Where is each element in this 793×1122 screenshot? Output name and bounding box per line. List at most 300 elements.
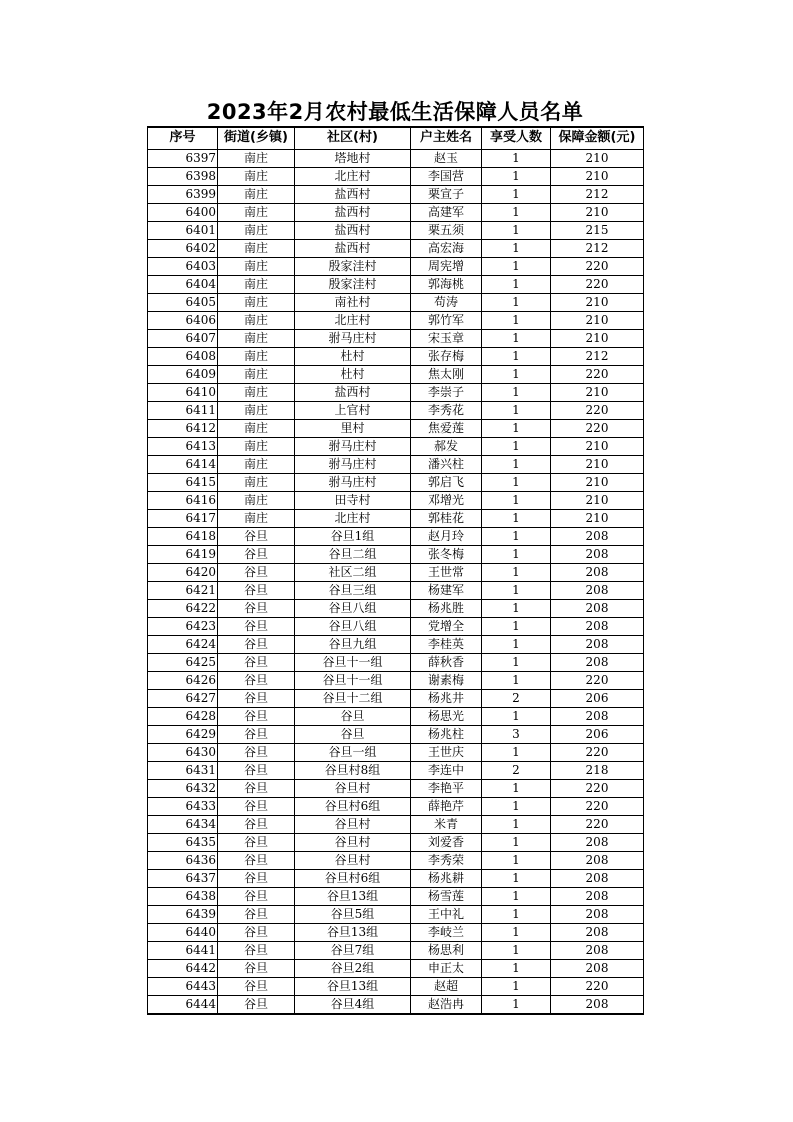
beneficiary-count-cell: 1 <box>482 581 551 599</box>
street-cell: 谷旦 <box>218 545 295 563</box>
street-cell: 南庄 <box>218 329 295 347</box>
community-cell: 田寺村 <box>295 491 411 509</box>
seq-cell: 6420 <box>148 563 218 581</box>
beneficiary-count-cell: 1 <box>482 491 551 509</box>
household-head-cell: 杨思光 <box>411 707 482 725</box>
seq-cell: 6407 <box>148 329 218 347</box>
beneficiary-count-cell: 1 <box>482 149 551 167</box>
beneficiary-count-cell: 1 <box>482 419 551 437</box>
table-row <box>148 221 644 239</box>
beneficiary-count-cell: 1 <box>482 401 551 419</box>
amount-cell: 212 <box>551 239 644 257</box>
table-row <box>148 653 644 671</box>
amount-cell: 210 <box>551 383 644 401</box>
amount-cell: 220 <box>551 743 644 761</box>
seq-cell: 6438 <box>148 887 218 905</box>
community-cell: 驸马庄村 <box>295 437 411 455</box>
beneficiary-count-cell: 1 <box>482 653 551 671</box>
beneficiary-table <box>147 126 644 1015</box>
street-cell: 谷旦 <box>218 599 295 617</box>
table-row <box>148 347 644 365</box>
seq-cell: 6415 <box>148 473 218 491</box>
seq-cell: 6437 <box>148 869 218 887</box>
amount-cell: 215 <box>551 221 644 239</box>
street-cell: 谷旦 <box>218 761 295 779</box>
table-row <box>148 149 644 167</box>
table-row <box>148 941 644 959</box>
beneficiary-count-cell: 1 <box>482 743 551 761</box>
table-row <box>148 869 644 887</box>
community-cell: 盐西村 <box>295 203 411 221</box>
household-head-cell: 赵月玲 <box>411 527 482 545</box>
community-cell: 里村 <box>295 419 411 437</box>
street-cell: 谷旦 <box>218 653 295 671</box>
community-cell: 谷旦二组 <box>295 545 411 563</box>
table-row <box>148 185 644 203</box>
table-row <box>148 923 644 941</box>
table-row <box>148 383 644 401</box>
table-row <box>148 527 644 545</box>
amount-cell: 212 <box>551 185 644 203</box>
amount-cell: 210 <box>551 437 644 455</box>
amount-cell: 210 <box>551 167 644 185</box>
household-head-cell: 栗五须 <box>411 221 482 239</box>
amount-cell: 208 <box>551 707 644 725</box>
household-head-cell: 杨雪莲 <box>411 887 482 905</box>
column-header-amount: 保障金额(元) <box>551 127 644 149</box>
amount-cell: 208 <box>551 545 644 563</box>
street-cell: 南庄 <box>218 401 295 419</box>
street-cell: 南庄 <box>218 419 295 437</box>
column-header-seq: 序号 <box>148 127 218 149</box>
table-row <box>148 491 644 509</box>
amount-cell: 220 <box>551 815 644 833</box>
community-cell: 上官村 <box>295 401 411 419</box>
seq-cell: 6422 <box>148 599 218 617</box>
beneficiary-count-cell: 1 <box>482 383 551 401</box>
community-cell: 谷旦村 <box>295 815 411 833</box>
amount-cell: 208 <box>551 563 644 581</box>
amount-cell: 220 <box>551 419 644 437</box>
table-row <box>148 239 644 257</box>
seq-cell: 6435 <box>148 833 218 851</box>
amount-cell: 218 <box>551 761 644 779</box>
seq-cell: 6413 <box>148 437 218 455</box>
street-cell: 谷旦 <box>218 689 295 707</box>
seq-cell: 6421 <box>148 581 218 599</box>
street-cell: 谷旦 <box>218 959 295 977</box>
household-head-cell: 薛艳芹 <box>411 797 482 815</box>
street-cell: 谷旦 <box>218 833 295 851</box>
street-cell: 谷旦 <box>218 995 295 1014</box>
table-row <box>148 563 644 581</box>
amount-cell: 208 <box>551 905 644 923</box>
beneficiary-count-cell: 1 <box>482 185 551 203</box>
street-cell: 南庄 <box>218 365 295 383</box>
beneficiary-count-cell: 1 <box>482 293 551 311</box>
table-row <box>148 815 644 833</box>
beneficiary-count-cell: 1 <box>482 977 551 995</box>
community-cell: 谷旦村 <box>295 851 411 869</box>
beneficiary-count-cell: 1 <box>482 905 551 923</box>
community-cell: 谷旦三组 <box>295 581 411 599</box>
beneficiary-count-cell: 1 <box>482 671 551 689</box>
seq-cell: 6419 <box>148 545 218 563</box>
household-head-cell: 申正太 <box>411 959 482 977</box>
seq-cell: 6429 <box>148 725 218 743</box>
street-cell: 南庄 <box>218 239 295 257</box>
beneficiary-count-cell: 1 <box>482 959 551 977</box>
table-row <box>148 707 644 725</box>
household-head-cell: 焦爱莲 <box>411 419 482 437</box>
seq-cell: 6440 <box>148 923 218 941</box>
seq-cell: 6427 <box>148 689 218 707</box>
amount-cell: 220 <box>551 275 644 293</box>
table-row <box>148 455 644 473</box>
street-cell: 南庄 <box>218 185 295 203</box>
amount-cell: 210 <box>551 293 644 311</box>
street-cell: 谷旦 <box>218 725 295 743</box>
table-row <box>148 401 644 419</box>
community-cell: 谷旦13组 <box>295 887 411 905</box>
beneficiary-count-cell: 1 <box>482 455 551 473</box>
table-header-row <box>148 127 644 149</box>
street-cell: 谷旦 <box>218 707 295 725</box>
beneficiary-count-cell: 1 <box>482 779 551 797</box>
community-cell: 谷旦13组 <box>295 977 411 995</box>
street-cell: 南庄 <box>218 491 295 509</box>
street-cell: 南庄 <box>218 311 295 329</box>
seq-cell: 6424 <box>148 635 218 653</box>
table-row <box>148 473 644 491</box>
seq-cell: 6433 <box>148 797 218 815</box>
household-head-cell: 杨兆柱 <box>411 725 482 743</box>
household-head-cell: 刘爱香 <box>411 833 482 851</box>
seq-cell: 6418 <box>148 527 218 545</box>
seq-cell: 6443 <box>148 977 218 995</box>
beneficiary-count-cell: 3 <box>482 725 551 743</box>
amount-cell: 208 <box>551 941 644 959</box>
seq-cell: 6414 <box>148 455 218 473</box>
community-cell: 北庄村 <box>295 311 411 329</box>
beneficiary-count-cell: 1 <box>482 347 551 365</box>
seq-cell: 6399 <box>148 185 218 203</box>
household-head-cell: 邓增光 <box>411 491 482 509</box>
table-row <box>148 977 644 995</box>
street-cell: 谷旦 <box>218 851 295 869</box>
amount-cell: 220 <box>551 401 644 419</box>
seq-cell: 6417 <box>148 509 218 527</box>
seq-cell: 6397 <box>148 149 218 167</box>
community-cell: 北庄村 <box>295 167 411 185</box>
amount-cell: 220 <box>551 779 644 797</box>
household-head-cell: 杨兆井 <box>411 689 482 707</box>
column-header-household-head: 户主姓名 <box>411 127 482 149</box>
table-row <box>148 959 644 977</box>
community-cell: 盐西村 <box>295 383 411 401</box>
table-row <box>148 275 644 293</box>
amount-cell: 208 <box>551 923 644 941</box>
community-cell: 驸马庄村 <box>295 473 411 491</box>
amount-cell: 208 <box>551 527 644 545</box>
beneficiary-count-cell: 1 <box>482 221 551 239</box>
community-cell: 塔地村 <box>295 149 411 167</box>
household-head-cell: 薛秋香 <box>411 653 482 671</box>
amount-cell: 208 <box>551 581 644 599</box>
beneficiary-count-cell: 1 <box>482 599 551 617</box>
table-row <box>148 203 644 221</box>
street-cell: 南庄 <box>218 203 295 221</box>
table-row <box>148 761 644 779</box>
seq-cell: 6434 <box>148 815 218 833</box>
seq-cell: 6401 <box>148 221 218 239</box>
table-row <box>148 725 644 743</box>
household-head-cell: 王世庆 <box>411 743 482 761</box>
table-row <box>148 581 644 599</box>
household-head-cell: 杨建军 <box>411 581 482 599</box>
community-cell: 殷家洼村 <box>295 257 411 275</box>
street-cell: 南庄 <box>218 293 295 311</box>
street-cell: 南庄 <box>218 275 295 293</box>
street-cell: 谷旦 <box>218 743 295 761</box>
street-cell: 谷旦 <box>218 617 295 635</box>
beneficiary-count-cell: 1 <box>482 707 551 725</box>
community-cell: 盐西村 <box>295 185 411 203</box>
street-cell: 南庄 <box>218 437 295 455</box>
beneficiary-count-cell: 1 <box>482 275 551 293</box>
household-head-cell: 李崇子 <box>411 383 482 401</box>
street-cell: 南庄 <box>218 455 295 473</box>
amount-cell: 208 <box>551 959 644 977</box>
amount-cell: 210 <box>551 491 644 509</box>
household-head-cell: 李岐兰 <box>411 923 482 941</box>
amount-cell: 208 <box>551 887 644 905</box>
beneficiary-count-cell: 1 <box>482 545 551 563</box>
amount-cell: 208 <box>551 653 644 671</box>
amount-cell: 208 <box>551 833 644 851</box>
amount-cell: 206 <box>551 689 644 707</box>
amount-cell: 208 <box>551 851 644 869</box>
street-cell: 谷旦 <box>218 671 295 689</box>
table-body <box>148 149 644 1014</box>
beneficiary-count-cell: 1 <box>482 617 551 635</box>
beneficiary-count-cell: 1 <box>482 437 551 455</box>
table-row <box>148 779 644 797</box>
seq-cell: 6409 <box>148 365 218 383</box>
street-cell: 谷旦 <box>218 815 295 833</box>
amount-cell: 210 <box>551 329 644 347</box>
household-head-cell: 杨思利 <box>411 941 482 959</box>
seq-cell: 6416 <box>148 491 218 509</box>
community-cell: 谷旦村 <box>295 833 411 851</box>
seq-cell: 6398 <box>148 167 218 185</box>
table-row <box>148 851 644 869</box>
beneficiary-count-cell: 1 <box>482 365 551 383</box>
street-cell: 谷旦 <box>218 977 295 995</box>
seq-cell: 6444 <box>148 995 218 1014</box>
beneficiary-count-cell: 1 <box>482 923 551 941</box>
amount-cell: 220 <box>551 671 644 689</box>
table-row <box>148 293 644 311</box>
amount-cell: 208 <box>551 869 644 887</box>
community-cell: 谷旦八组 <box>295 617 411 635</box>
street-cell: 谷旦 <box>218 527 295 545</box>
amount-cell: 208 <box>551 635 644 653</box>
community-cell: 北庄村 <box>295 509 411 527</box>
household-head-cell: 李国营 <box>411 167 482 185</box>
table-row <box>148 689 644 707</box>
household-head-cell: 郭桂花 <box>411 509 482 527</box>
seq-cell: 6402 <box>148 239 218 257</box>
community-cell: 谷旦村6组 <box>295 797 411 815</box>
seq-cell: 6412 <box>148 419 218 437</box>
street-cell: 谷旦 <box>218 923 295 941</box>
street-cell: 谷旦 <box>218 869 295 887</box>
amount-cell: 210 <box>551 509 644 527</box>
household-head-cell: 赵超 <box>411 977 482 995</box>
beneficiary-count-cell: 1 <box>482 851 551 869</box>
household-head-cell: 高建军 <box>411 203 482 221</box>
column-header-beneficiary-count: 享受人数 <box>482 127 551 149</box>
seq-cell: 6408 <box>148 347 218 365</box>
street-cell: 谷旦 <box>218 581 295 599</box>
seq-cell: 6442 <box>148 959 218 977</box>
household-head-cell: 王中礼 <box>411 905 482 923</box>
household-head-cell: 杨兆耕 <box>411 869 482 887</box>
beneficiary-count-cell: 1 <box>482 509 551 527</box>
community-cell: 谷旦村6组 <box>295 869 411 887</box>
household-head-cell: 赵浩冉 <box>411 995 482 1014</box>
beneficiary-count-cell: 1 <box>482 167 551 185</box>
street-cell: 谷旦 <box>218 905 295 923</box>
beneficiary-count-cell: 1 <box>482 473 551 491</box>
seq-cell: 6423 <box>148 617 218 635</box>
amount-cell: 220 <box>551 977 644 995</box>
street-cell: 南庄 <box>218 473 295 491</box>
beneficiary-count-cell: 1 <box>482 527 551 545</box>
household-head-cell: 宋玉章 <box>411 329 482 347</box>
community-cell: 谷旦十一组 <box>295 653 411 671</box>
community-cell: 驸马庄村 <box>295 455 411 473</box>
table-row <box>148 833 644 851</box>
community-cell: 杜村 <box>295 365 411 383</box>
beneficiary-count-cell: 1 <box>482 203 551 221</box>
household-head-cell: 王世常 <box>411 563 482 581</box>
table-row <box>148 437 644 455</box>
table-row <box>148 257 644 275</box>
table-row <box>148 743 644 761</box>
beneficiary-count-cell: 1 <box>482 329 551 347</box>
seq-cell: 6430 <box>148 743 218 761</box>
amount-cell: 210 <box>551 203 644 221</box>
seq-cell: 6411 <box>148 401 218 419</box>
column-header-community: 社区(村) <box>295 127 411 149</box>
beneficiary-count-cell: 1 <box>482 995 551 1014</box>
table-row <box>148 995 644 1014</box>
amount-cell: 220 <box>551 797 644 815</box>
page-title: 2023年2月农村最低生活保障人员名单 <box>206 100 584 124</box>
household-head-cell: 李艳平 <box>411 779 482 797</box>
table-row <box>148 311 644 329</box>
community-cell: 谷旦八组 <box>295 599 411 617</box>
table-row <box>148 671 644 689</box>
amount-cell: 210 <box>551 473 644 491</box>
table-row <box>148 887 644 905</box>
amount-cell: 210 <box>551 455 644 473</box>
household-head-cell: 张冬梅 <box>411 545 482 563</box>
seq-cell: 6436 <box>148 851 218 869</box>
community-cell: 谷旦13组 <box>295 923 411 941</box>
seq-cell: 6441 <box>148 941 218 959</box>
household-head-cell: 郭启飞 <box>411 473 482 491</box>
table-row <box>148 329 644 347</box>
table-row <box>148 797 644 815</box>
street-cell: 南庄 <box>218 257 295 275</box>
seq-cell: 6432 <box>148 779 218 797</box>
beneficiary-count-cell: 1 <box>482 797 551 815</box>
table-row <box>148 599 644 617</box>
community-cell: 谷旦十二组 <box>295 689 411 707</box>
household-head-cell: 李连中 <box>411 761 482 779</box>
beneficiary-count-cell: 1 <box>482 257 551 275</box>
beneficiary-count-cell: 1 <box>482 311 551 329</box>
household-head-cell: 苟涛 <box>411 293 482 311</box>
amount-cell: 220 <box>551 257 644 275</box>
amount-cell: 208 <box>551 617 644 635</box>
beneficiary-count-cell: 2 <box>482 689 551 707</box>
household-head-cell: 米青 <box>411 815 482 833</box>
street-cell: 南庄 <box>218 221 295 239</box>
household-head-cell: 焦太刚 <box>411 365 482 383</box>
community-cell: 盐西村 <box>295 221 411 239</box>
street-cell: 南庄 <box>218 149 295 167</box>
amount-cell: 206 <box>551 725 644 743</box>
community-cell: 谷旦7组 <box>295 941 411 959</box>
community-cell: 谷旦4组 <box>295 995 411 1014</box>
street-cell: 谷旦 <box>218 887 295 905</box>
street-cell: 南庄 <box>218 167 295 185</box>
community-cell: 谷旦2组 <box>295 959 411 977</box>
community-cell: 谷旦九组 <box>295 635 411 653</box>
table-row <box>148 635 644 653</box>
community-cell: 谷旦村8组 <box>295 761 411 779</box>
household-head-cell: 周宪增 <box>411 257 482 275</box>
beneficiary-count-cell: 1 <box>482 833 551 851</box>
community-cell: 谷旦一组 <box>295 743 411 761</box>
household-head-cell: 高宏海 <box>411 239 482 257</box>
community-cell: 谷旦村 <box>295 779 411 797</box>
beneficiary-count-cell: 1 <box>482 941 551 959</box>
community-cell: 盐西村 <box>295 239 411 257</box>
community-cell: 南社村 <box>295 293 411 311</box>
household-head-cell: 张存梅 <box>411 347 482 365</box>
community-cell: 杜村 <box>295 347 411 365</box>
beneficiary-count-cell: 1 <box>482 887 551 905</box>
community-cell: 谷旦1组 <box>295 527 411 545</box>
household-head-cell: 谢素梅 <box>411 671 482 689</box>
table-row <box>148 509 644 527</box>
household-head-cell: 郭竹军 <box>411 311 482 329</box>
household-head-cell: 杨兆胜 <box>411 599 482 617</box>
seq-cell: 6431 <box>148 761 218 779</box>
seq-cell: 6410 <box>148 383 218 401</box>
table-row <box>148 167 644 185</box>
street-cell: 谷旦 <box>218 941 295 959</box>
household-head-cell: 李桂英 <box>411 635 482 653</box>
street-cell: 谷旦 <box>218 635 295 653</box>
seq-cell: 6426 <box>148 671 218 689</box>
seq-cell: 6400 <box>148 203 218 221</box>
